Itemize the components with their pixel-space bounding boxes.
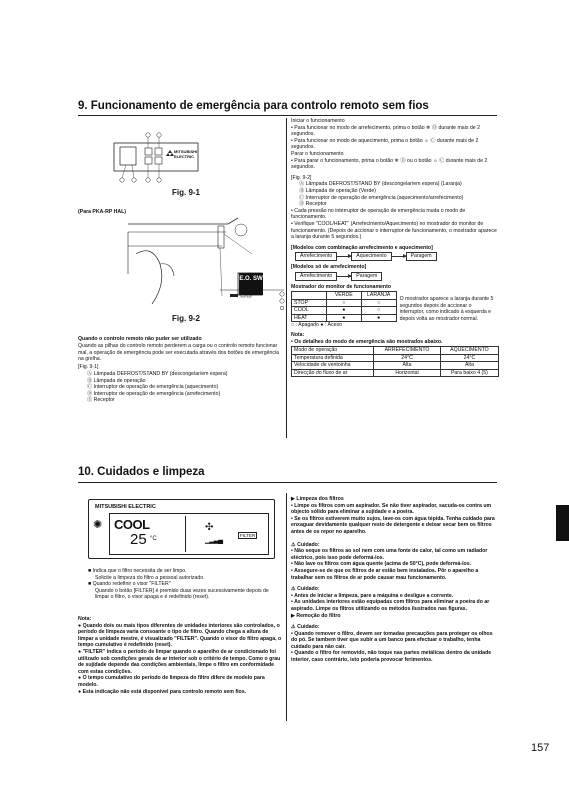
sun-icon: ✺ xyxy=(93,519,103,531)
start-item: • Para funcionar no modo de aquecimento, prima o botão ☼ Ⓒ durante mais de 2 segundos. xyxy=(291,137,479,151)
details-cell: Para baixo 4 (5) xyxy=(440,369,498,377)
fig-9-2-illustration xyxy=(122,214,288,310)
fig-9-2-item: Ⓒ Interruptor de operação de emergência (aquecimento/arrefecimento) xyxy=(299,194,464,201)
details-cell: 24°C xyxy=(374,354,441,362)
section10-right-column xyxy=(291,496,499,664)
lost-remote-title: Quando o controlo remoto não puder ser utilizado xyxy=(78,336,202,342)
nota-item: ● O tempo cumulativo do período de limpeza do filtro difere de modelo para modelo. xyxy=(78,675,265,688)
fan-icon: ✣ xyxy=(205,522,214,533)
fig-9-2-bullet: • Verifique "COOL/HEAT" (Arrefecimento/Aquecimento) no mostrador do monitor de funcionamento. (Depois de accionar o interruptor de funcionamento, o mostrador aparece a laranja durante 5 segundos.) xyxy=(291,220,497,241)
filter-info-item: Quando o botão [FILTER] é premido duas vezes sucessivamente depois de limpar o filtro, o visor apaga e é redefinido (reset). xyxy=(95,587,269,601)
section9-title: 9. Funcionamento de emergência para controlo remoto sem fios xyxy=(78,100,429,112)
models-cool-title: [Modelos só de arrefecimento] xyxy=(291,264,367,271)
monitor-note: O mostrador aparece a laranja durante 5 segundos depois de accionar o interruptor, como indicado à esquerda e depois volta ao mostrador normal. xyxy=(399,296,494,322)
filter-info-item: Solicite a limpeza do filtro a pessoal autorizado. xyxy=(95,574,205,581)
nota-title: Nota: xyxy=(78,616,92,622)
flow-box: Paragem xyxy=(406,252,437,261)
monitor-legend: ○ : Apagado ● : Aceso xyxy=(291,322,342,329)
fig-9-2-bullet: • Cada pressão no interruptor de operação de emergência muda o modo de funcionamento. xyxy=(291,207,466,221)
monitor-verde: ● xyxy=(326,314,361,322)
fig-9-1-item: Ⓔ Receptor xyxy=(87,397,115,404)
fig-9-2-label: Fig. 9-2 xyxy=(172,314,201,323)
fig-9-2-item: Ⓑ Lâmpada de operação (Verde) xyxy=(299,187,376,194)
details-cell: Direcção do fluxo de ar xyxy=(292,369,374,377)
flow-box: Aquecimento xyxy=(351,252,391,261)
details-header-cell: AQUECIMENTO xyxy=(440,347,498,355)
section-thumb-tab xyxy=(556,505,569,541)
filter-info xyxy=(88,568,283,601)
filter-cleaning-item: • Limpe os filtros com um aspirador. Se não tiver aspirador, sacuda-os contra um objecto sólido para eliminar a sujidade e a poeira. xyxy=(291,502,492,516)
caution-item: • Quando remover o filtro, devem ser tomadas precauções para proteger os olhos do pó. Se tambem tiver que subir a um banco para efectuar o trabalho, tenha cuidado para não cair. xyxy=(291,630,493,650)
flow-arrow xyxy=(392,256,406,257)
monitor-mode: COOL xyxy=(292,307,327,315)
monitor-mode: HEAT xyxy=(292,314,327,322)
filter-info-item: ■ Quando redefinir o visor "FILTER" xyxy=(88,581,171,588)
caution-title: ⚠ Cuidado: xyxy=(291,541,320,548)
caution-item: • Antes de iniciar a limpeza, pare a máquina e desligue a corrente. xyxy=(291,592,454,599)
fig-9-1-item: Ⓐ Lâmpada DEFROST/STAND BY (descongelar/em espera) xyxy=(87,371,228,377)
section9-column-rule xyxy=(286,118,287,438)
caution-item: • Não lave os filtros com água quente (acima de 50°C), pode deformá-los. xyxy=(291,561,472,568)
details-cell: Velocidade de ventoinha xyxy=(292,362,374,370)
fig-9-1-label: Fig. 9-1 xyxy=(172,188,201,197)
details-cell: Temperatura definida xyxy=(292,354,374,362)
lcd-mode: COOL xyxy=(114,517,150,532)
filter-info-item: ■ Indica que o filtro necessita de ser limpo. xyxy=(88,568,187,574)
nota-text: • Os detalhes do modo de emergência são mostrados abaixo. xyxy=(291,338,443,345)
start-title: Iniciar o funcionamento xyxy=(291,118,345,124)
flow-box: Arrefecimento xyxy=(295,252,337,261)
wired-remote-illustration xyxy=(88,499,275,559)
details-cell: Alta xyxy=(440,362,498,370)
section10-title: 10. Cuidados e limpeza xyxy=(78,466,205,478)
section9-right-column xyxy=(291,118,499,377)
section10-notes xyxy=(78,616,283,695)
details-row xyxy=(292,369,499,377)
fig-9-2-item: Ⓐ Lâmpada DEFROST/STAND BY (descongelar/em espera) (Laranja) xyxy=(299,181,462,188)
caution-item: • Assegure-se de que os filtros de ar estão bem instalados. Pôr o aparelho a trabalhar sem os filtros de ar pode causar mau funcionamento. xyxy=(291,567,479,581)
monitor-verde: ● xyxy=(326,307,361,315)
stop-item: • Para parar o funcionamento, prima o botão ❄ Ⓓ ou o botão ☼ Ⓒ durante mais de 2 segundos. xyxy=(291,157,488,171)
monitor-header-cell: LARANJA xyxy=(361,292,396,300)
fig-9-1-brand: MITSUBISHI ELECTRIC xyxy=(174,149,198,159)
models-combo-flow xyxy=(295,252,499,261)
details-cell: Horizontal xyxy=(374,369,441,377)
models-cool-flow xyxy=(295,272,499,281)
lcd-temp: 25 xyxy=(130,531,147,548)
monitor-table xyxy=(291,291,499,322)
nota-item: ● Esta indicação não está disponível para controlo remoto sem fios. xyxy=(78,688,247,695)
lost-remote-text: Quando as pilhas do controlo remoto perderem a carga ou o controlo remoto funcionar mal, a operação de emergência pode ser executada através dos botões de emergência na grelha. xyxy=(78,343,279,363)
monitor-laranja: ○ xyxy=(361,307,396,315)
pka-label: (Para PKA-RP HAL) xyxy=(78,209,127,215)
nota-title: Nota: xyxy=(291,332,305,339)
monitor-mode: STOP xyxy=(292,299,327,307)
page-number: 157 xyxy=(531,742,550,754)
caution-title: ⚠ Cuidado: xyxy=(291,586,320,593)
lcd-divider xyxy=(185,516,186,552)
monitor-header-cell xyxy=(292,292,327,300)
section9-title-rule xyxy=(78,115,497,116)
flow-arrow xyxy=(337,276,351,277)
section10-title-rule xyxy=(78,482,497,483)
filter-removal-title: ▶ Remoção do filtro xyxy=(291,612,341,619)
caution-item: • Quando o filtro for removido, não toque nas partes metálicas dentro da unidade interior, caso contrário, isto poderia provocar ferimentos. xyxy=(291,650,492,664)
section10-column-rule xyxy=(286,493,287,721)
fig-9-1-item: Ⓒ Interruptor de operação de emergência (aquecimento) xyxy=(87,384,219,391)
fig-9-2-ref: [Fig. 9-2] xyxy=(291,174,312,181)
models-combo-title: [Modelos com combinação arrefecimento e aquecimento] xyxy=(291,244,433,251)
monitor-laranja: ○ xyxy=(361,299,396,307)
nota-item: ● Quando dois ou mais tipos diferentes de unidades interiores são controlados, o período de limpeza varia consoante o tipo de filtro. Quando chega a altura de limpar a unidade mestre, é visualizado "FILTER". Quando o visor do filtro apaga, o tempo cumulativo é redefinido (reset). xyxy=(78,622,282,649)
fig-9-1-ref: [Fig. 9-1] xyxy=(78,364,99,370)
stop-title: Parar o funcionamento xyxy=(291,150,344,157)
start-item: • Para funcionar no modo de arrefecimento, prima o botão ❄ Ⓓ durante mais de 2 segundos. xyxy=(291,124,480,138)
lcd-filter: FILTER xyxy=(240,533,256,538)
flow-arrow xyxy=(337,256,351,257)
details-header-cell: Modo de operação xyxy=(292,347,374,355)
filter-cleaning-item: • Se os filtros estiverem muito sujos, lave-os com água tépida. Tenha cuidado para enxaguar devidamente qualquer resto de detergente e deixar secar bem os filtros antes de os repor no aparelho. xyxy=(291,515,495,535)
eo-switch-label: E.O. SW xyxy=(239,273,263,295)
caution-title: ⚠ Cuidado: xyxy=(291,624,320,631)
fig-9-1-item: Ⓑ Lâmpada de operação xyxy=(87,377,146,384)
details-table xyxy=(291,346,499,377)
remote-lcd xyxy=(109,513,269,555)
fig-9-2-item: Ⓓ Receptor xyxy=(299,201,327,208)
fig-9-1-item: Ⓓ Interruptor de operação de emergência (arrefecimento) xyxy=(87,390,221,397)
details-header-cell: ARREFECIMENTO xyxy=(374,347,441,355)
fig-9-1-list xyxy=(87,371,282,404)
caution-item: • As unidades interiores estão equipadas com filtros para eliminar a poeira do ar aspirado. Limpe os filtros utilizando os métodos ilustrados nas figuras. xyxy=(291,599,490,612)
caution-item: • Não seque os filtros ao sol nem com uma fonte de calor, tal como um radiador eléctrico, pois isso pode deformá-los. xyxy=(291,548,488,561)
lcd-unit: °C xyxy=(150,536,157,542)
monitor-laranja: ● xyxy=(361,314,396,322)
fan-speed-icon: ▁▂▃▄ xyxy=(205,537,223,544)
filter-cleaning-title: ▶ Limpeza dos filtros xyxy=(291,496,344,502)
details-row xyxy=(292,354,499,362)
monitor-header-cell: VERDE xyxy=(326,292,361,300)
remote-brand: MITSUBISHI ELECTRIC xyxy=(95,504,156,510)
details-row xyxy=(292,362,499,370)
details-cell: 24°C xyxy=(440,354,498,362)
flow-box: Paragem xyxy=(351,272,382,281)
details-cell: Alta xyxy=(374,362,441,370)
monitor-verde: ○ xyxy=(326,299,361,307)
nota-item: ● "FILTER" indica o período de limpar quando o aparelho de ar condicionado foi utilizado sob condições gerais de ar interior sob o critério de tempo. Como o grau de sujidade depende das condições ambientais, limpe o filtro em conformidade com estas condições. xyxy=(78,648,281,675)
flow-box: Arrefecimento xyxy=(295,272,337,281)
monitor-title: Mostrador do monitor de funcionamento xyxy=(291,283,392,290)
